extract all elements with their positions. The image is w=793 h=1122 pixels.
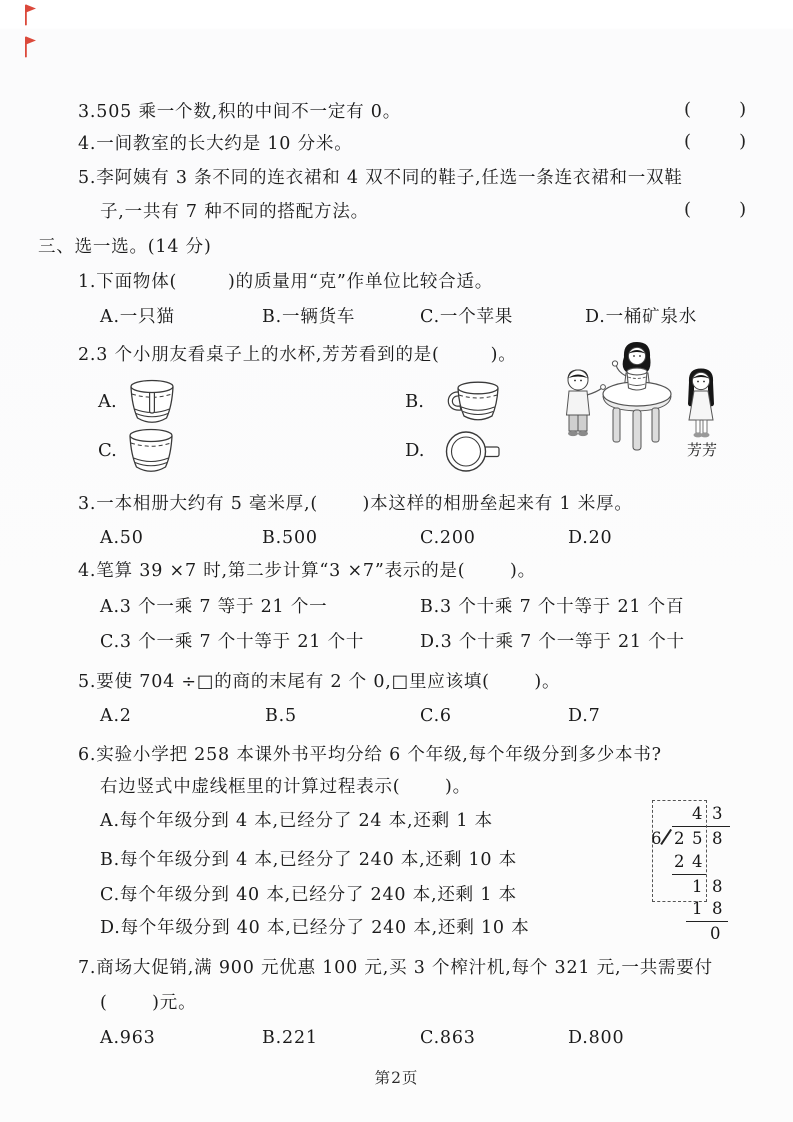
- long-division-diagram: [646, 798, 752, 943]
- q6-option-d: D.每个年级分到 40 本,已经分了 240 本,还剩 10 本: [100, 918, 530, 938]
- judge-item-5-answer-bracket: ( ): [684, 199, 748, 220]
- judge-item-5-line2: 子,一共有 7 种不同的搭配方法。: [100, 202, 369, 222]
- q7-text-line1: 7.商场大促销,满 900 元优惠 100 元,买 3 个榨汁机,每个 321 元,一共需要付: [78, 958, 713, 978]
- q2-option-c-label: C.: [98, 440, 117, 461]
- q2-option-b-label: B.: [405, 391, 424, 412]
- division-dividend-digit: 5: [692, 829, 703, 848]
- q3-text: 3.一本相册大约有 5 毫米厚,( )本这样的相册垒起来有 1 米厚。: [78, 494, 633, 514]
- q6-option-b: B.每个年级分到 4 本,已经分了 240 本,还剩 10 本: [100, 850, 518, 870]
- q1-option-b: B.一辆货车: [262, 307, 356, 327]
- q6-option-c: C.每个年级分到 40 本,已经分了 240 本,还剩 1 本: [100, 885, 517, 905]
- red-flag-icon: [22, 3, 39, 27]
- judge-item-3: 3.505 乘一个数,积的中间不一定有 0。: [78, 102, 402, 122]
- q2-text: 2.3 个小朋友看桌子上的水杯,芳芳看到的是( )。: [78, 345, 517, 365]
- cup-back-no-handle-icon: [124, 427, 178, 475]
- q5-option-c: C.6: [420, 706, 452, 726]
- q7-text-line2: ( )元。: [100, 993, 197, 1013]
- division-step3-digit: 1: [692, 899, 703, 918]
- judge-item-5-line1: 5.李阿姨有 3 条不同的连衣裙和 4 双不同的鞋子,任选一条连衣裙和一双鞋: [78, 168, 683, 188]
- division-step2-digit: 8: [712, 877, 723, 896]
- cup-side-handle-left-icon: [444, 380, 502, 424]
- division-step3-digit: 8: [712, 899, 723, 918]
- division-step1-digit: 4: [692, 852, 703, 871]
- division-dividend-digit: 2: [674, 829, 685, 848]
- q4-option-d: D.3 个十乘 7 个一等于 21 个十: [420, 632, 685, 652]
- q7-option-a: A.963: [100, 1028, 156, 1048]
- q6-text-line1: 6.实验小学把 258 本课外书平均分给 6 个年级,每个年级分到多少本书?: [78, 745, 662, 765]
- section-heading: 三、选一选。(14 分): [38, 237, 212, 257]
- children-table-illustration: [556, 330, 792, 472]
- division-remainder: 0: [710, 924, 721, 943]
- q7-option-d: D.800: [568, 1028, 625, 1048]
- q3-option-c: C.200: [420, 528, 476, 548]
- q4-text: 4.笔算 39 ×7 时,第二步计算“3 ×7”表示的是( )。: [78, 561, 536, 581]
- division-rule-line: [686, 921, 728, 922]
- judge-item-4: 4.一间教室的长大约是 10 分米。: [78, 134, 353, 154]
- division-divisor: 6: [651, 829, 662, 848]
- q7-option-c: C.863: [420, 1028, 476, 1048]
- q5-option-d: D.7: [568, 706, 601, 726]
- q1-option-a: A.一只猫: [100, 307, 175, 327]
- judge-item-4-answer-bracket: ( ): [684, 131, 748, 152]
- cup-front-handle-center-icon: [125, 378, 179, 426]
- division-step2-digit: 1: [692, 877, 703, 896]
- red-flag-icon: [22, 35, 39, 59]
- q1-text: 1.下面物体( )的质量用“克”作单位比较合适。: [78, 272, 494, 292]
- division-quotient-tens: 4: [692, 804, 703, 823]
- q7-option-b: B.221: [262, 1028, 318, 1048]
- q3-option-a: A.50: [100, 528, 144, 548]
- q3-option-d: D.20: [568, 528, 613, 548]
- q1-option-d: D.一桶矿泉水: [585, 307, 698, 327]
- q2-option-a-label: A.: [98, 391, 117, 412]
- division-dividend-digit: 8: [712, 829, 723, 848]
- q5-option-b: B.5: [265, 706, 297, 726]
- q4-option-b: B.3 个十乘 7 个十等于 21 个百: [420, 597, 685, 617]
- q5-option-a: A.2: [100, 706, 132, 726]
- division-dashed-highlight-box: [652, 800, 707, 902]
- q5-text: 5.要使 704 ÷□的商的末尾有 2 个 0,□里应该填( )。: [78, 672, 561, 692]
- page-number: 第2页: [374, 1069, 419, 1087]
- q4-option-a: A.3 个一乘 7 等于 21 个一: [100, 597, 328, 617]
- fangfang-label: 芳芳: [686, 441, 718, 459]
- q3-option-b: B.500: [262, 528, 318, 548]
- division-step1-digit: 2: [674, 852, 685, 871]
- q6-text-line2: 右边竖式中虚线框里的计算过程表示( )。: [100, 777, 471, 797]
- q4-option-c: C.3 个一乘 7 个十等于 21 个十: [100, 632, 365, 652]
- q6-option-a: A.每个年级分到 4 本,已经分了 24 本,还剩 1 本: [100, 811, 493, 831]
- division-quotient-ones: 3: [712, 804, 723, 823]
- cup-top-view-icon: [443, 429, 501, 475]
- q1-option-c: C.一个苹果: [420, 307, 514, 327]
- judge-item-3-answer-bracket: ( ): [684, 99, 748, 120]
- q2-option-d-label: D.: [405, 440, 425, 461]
